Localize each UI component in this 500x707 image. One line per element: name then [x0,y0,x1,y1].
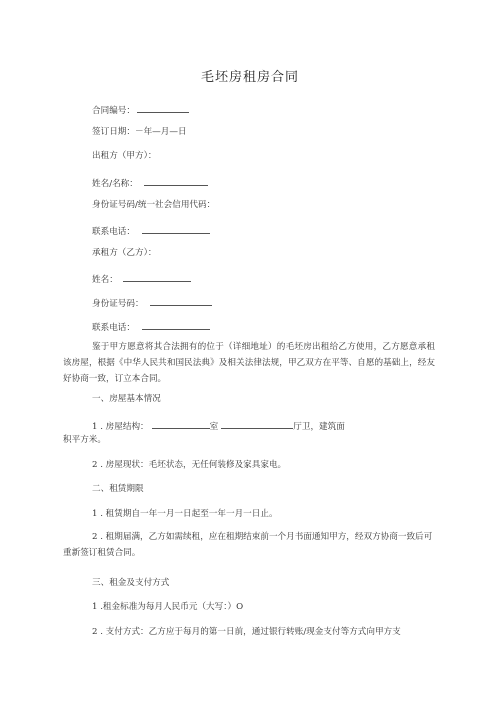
lessee-name-row [92,272,191,286]
intro-paragraph: 鉴于甲方愿意将其合法拥有的位于（详细地址）的毛坯房出租给乙方使用，乙方愿意承租该房屋，根据《中华人民共和国民法典》及相关法律法规，甲乙双方在平等、自愿的基础上，经友好协商一致，订立本合同。 [63,342,435,384]
item-3-2-row: 2 . 支付方式：乙方应于每月的第一日前，通过银行转账/现金支付等方式向甲方支 [92,627,401,637]
section-2-heading: 二、租赁期限 [92,484,144,494]
lessee-name-blank [123,272,191,282]
lessor-phone-blank [142,224,210,234]
item-3-1-row: 1 .租金标准为每月人民币元（大写：）O [92,602,244,612]
item-1-1-label: 1 . 房屋结构： [92,422,149,432]
item-1-1-row [92,419,345,433]
lessee-id-blank [150,296,212,306]
lessor-name-label: 姓名/名称： [92,179,138,189]
section-3-heading: 三、租金及支付方式 [92,578,170,588]
lessee-heading: 承租方（乙方）： [92,248,157,258]
hall-label: 厅卫，建筑面 [293,422,345,432]
section-1-heading: 一、房屋基本情况 [92,394,161,404]
room-count-blank [152,419,210,429]
lessee-phone-label: 联系电话： [92,323,135,333]
sign-date-row: 签订日期：－年—月—日 [92,127,187,137]
lessee-name-label: 姓名： [92,275,118,285]
contract-number-label: 合同编号： [92,106,135,116]
lessee-phone-row [92,320,210,334]
lessor-id-row: 身份证号码/统一社会信用代码： [92,200,216,210]
document-title: 毛坯房租房合同 [200,70,299,85]
item-1-1-continued: 积平方米。 [63,435,106,445]
room-label: 室 [209,422,219,432]
item-1-2-row: 2 . 房屋现状：毛坯状态，无任何装修及家具家电。 [92,460,287,470]
contract-number-blank [137,103,189,113]
lessor-phone-row [92,224,210,238]
lessee-id-row [92,296,212,310]
lessor-name-blank [144,176,208,186]
lessor-heading: 出租方（甲方）： [92,151,157,161]
lessee-phone-blank [142,320,210,330]
lessor-name-row [92,176,208,190]
contract-number-row [92,103,189,117]
item-2-2-paragraph: 2 . 租期届满，乙方如需续租，应在租期结束前一个月书面通知甲方，经双方协商一致后可重新签订租赁合同。 [63,532,433,558]
item-2-1-row: 1 . 租赁期自一年一月一日起至一年一月一日止。 [92,509,278,519]
lessor-phone-label: 联系电话： [92,227,135,237]
hall-count-blank [221,419,293,429]
lessee-id-label: 身份证号码： [92,299,144,309]
